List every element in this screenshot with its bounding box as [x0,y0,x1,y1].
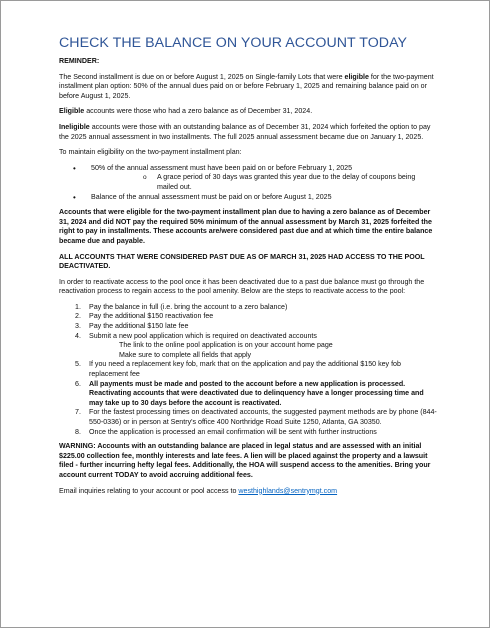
paragraph-eligible [59,107,437,117]
email-text: Email inquiries relating to your account or pool access to [59,486,239,495]
list-item [59,360,437,379]
list-item [59,303,437,313]
text-run-bold: Ineligible [59,122,90,131]
page-title: CHECK THE BALANCE ON YOUR ACCOUNT TODAY [59,35,408,51]
step-number: 5. [75,360,81,369]
step-number: 3. [75,322,81,331]
reminder-label: REMINDER: [59,57,100,65]
list-item: o A grace period of 30 days was granted this year due to the delay of coupons being mailed out. [91,173,437,192]
step-text: Once the application is processed an email confirmation will be sent with further instructions [89,427,377,436]
step-text: For the fastest processing times on deactivated accounts, the suggested payment methods are by phone (844-550-0336) or in person at Sentry's office 400 Northridge Road Suite 1250, Atlanta, GA 30350. [89,408,437,426]
text-run: accounts were those with an outstanding balance as of December 31, 2024 which forfeited the option to pay the 2025 annual assessment in two installments. The full 2025 annual assessment became due on January 1, 2025. [59,122,431,141]
step-sub-note: The link to the online pool application is on your account home page [119,341,333,350]
list-item [59,312,437,322]
list-item [59,332,437,361]
sub-list [91,173,437,192]
step-text: All payments must be made and posted to the account before a new application is processed. Reactivating accounts that were deactivated due to delinquency have a longer processing time and may take up to 30 days before the account is reactivated. [89,379,424,407]
list-item: • Balance of the annual assessment must be paid on or before August 1, 2025 [59,193,437,203]
step-number: 6. [75,379,81,388]
step-number: 8. [75,427,81,436]
step-number: 7. [75,408,81,417]
list-item [59,408,437,427]
paragraph-forfeit: Accounts that were eligible for the two-payment installment plan due to having a zero balance as of December 31, 2024 and did NOT pay the required 50% minimum of the annual assessment by March 31, 2025 forfeited the right to pay in installments. These accounts are/were considered past due and at which time the entire balance became due and payable. [59,208,433,245]
paragraph-reactivate: In order to reactivate access to the pool once it has been deactivated due to a past due balance must go through the reactivation process to regain access to the pool amenity. Below are the steps to reactivate access to the pool: [59,277,425,296]
list-item-text: 50% of the annual assessment must have been paid on or before February 1, 2025 [91,163,353,172]
step-number: 2. [75,312,81,321]
step-text: Submit a new pool application which is required on deactivated accounts [89,331,317,340]
step-number: 1. [75,302,81,311]
step-sub-note: Make sure to complete all fields that apply [119,350,252,359]
list-item [59,322,437,332]
step-text: Pay the additional $150 late fee [89,322,189,331]
paragraph-ineligible [59,123,437,142]
list-item [59,164,437,193]
step-number: 4. [75,331,81,340]
step-text: Pay the additional $150 reactivation fee [89,312,214,321]
warning-paragraph: WARNING: Accounts with an outstanding balance are placed in legal status and are assessed with an initial $225.00 collection fee, monthly interests and late fees. A lien will be placed against the property and a lawsuit filed - further incurring hefty legal fees. Additionally, the HOA will suspend access to the amenities. Bring your account current TODAY to avoid accruing additional fees. [59,442,431,479]
email-paragraph [59,487,437,497]
text-run: accounts were those who had a zero balance as of December 31, 2024. [84,107,313,116]
list-item [59,428,437,438]
eligibility-list [59,164,437,202]
step-text: If you need a replacement key fob, mark that on the application and pay the additional $150 key fob replacement fee [89,360,401,379]
document-body [59,35,437,502]
text-run-bold: eligible [344,72,369,81]
list-item [59,380,437,409]
paragraph-second-installment [59,73,437,102]
reactivation-steps [59,303,437,437]
paragraph-maintain-eligibility: To maintain eligibility on the two-payment installment plan: [59,148,242,157]
text-run-bold: Eligible [59,107,85,116]
text-run: The Second installment is due on or before August 1, 2025 on Single-family Lots that were [59,72,345,81]
text-run: for the two-payment installment plan option: 50% of the annual dues paid on or before February 1, 2025 and remaining balance paid on or before August 1, 2025. [59,72,434,100]
email-link[interactable]: westhighlands@sentrymgt.com [238,486,338,495]
paragraph-past-due: ALL ACCOUNTS THAT WERE CONSIDERED PAST DUE AS OF MARCH 31, 2025 HAD ACCESS TO THE POOL DEACTIVATED. [59,252,425,271]
step-text: Pay the balance in full (i.e. bring the account to a zero balance) [89,302,288,311]
